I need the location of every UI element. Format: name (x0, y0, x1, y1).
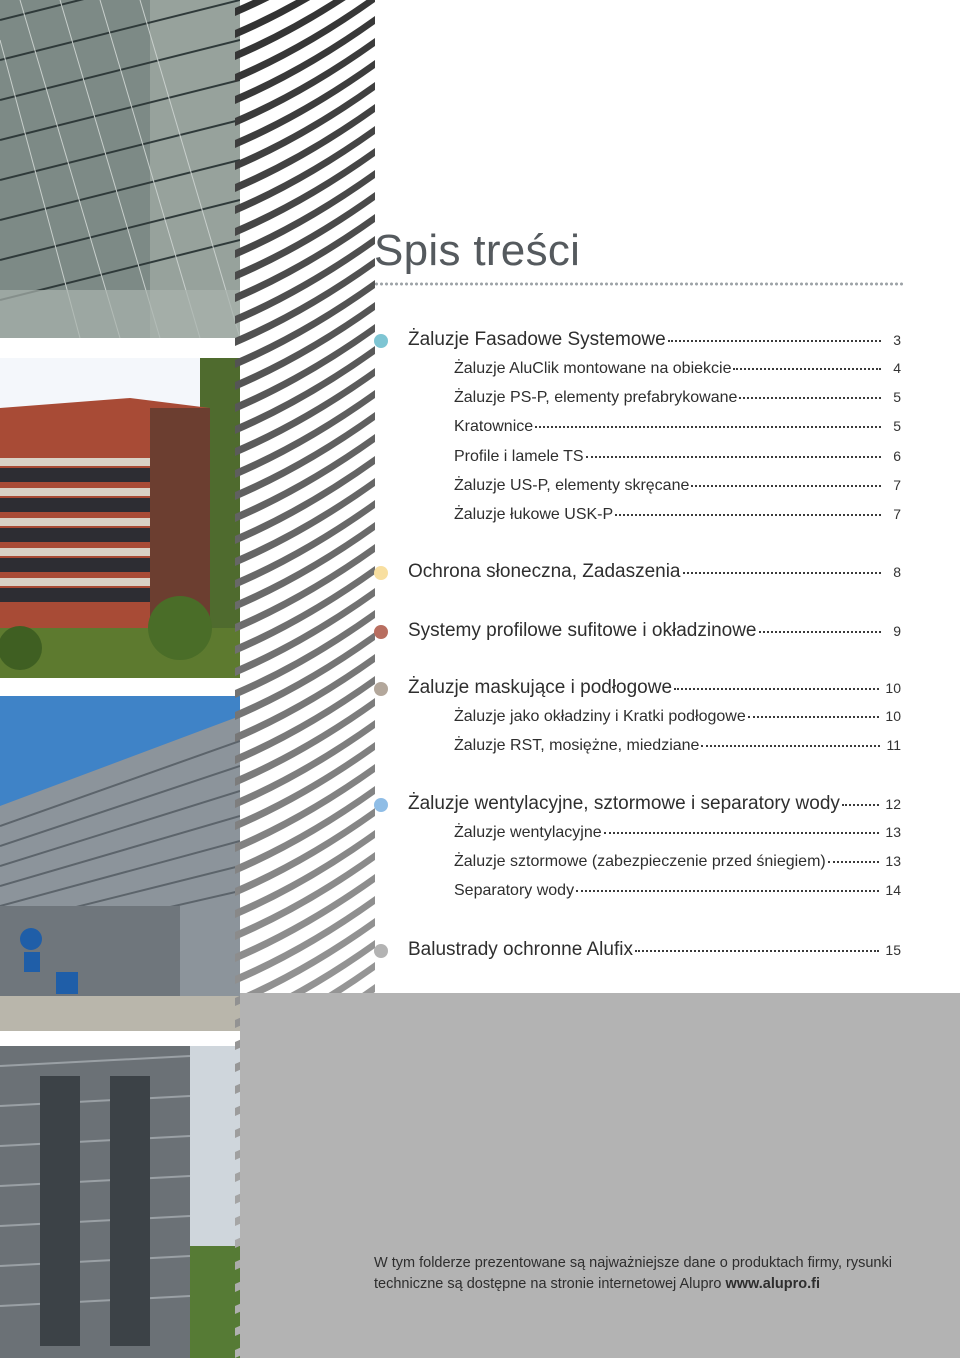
item-title: Separatory wody (454, 882, 575, 900)
page-number: 10 (885, 708, 901, 724)
photo-facade-louvres (0, 0, 240, 338)
toc-item[interactable] (0, 824, 960, 850)
toc-item[interactable] (0, 360, 960, 386)
section-title: Żaluzje Fasadowe Systemowe (408, 329, 666, 350)
item-title: Żaluzje PS-P, elementy prefabrykowane (454, 389, 738, 407)
item-title: Żaluzje sztormowe (zabezpieczenie przed śniegiem) (454, 853, 826, 871)
page-number: 5 (893, 389, 901, 406)
footer-note (374, 1253, 934, 1295)
toc-section[interactable] (0, 329, 960, 355)
item-title: Żaluzje AluClik montowane na obiekcie (454, 360, 732, 377)
dot-leader (586, 456, 881, 458)
toc-item[interactable] (0, 708, 960, 734)
page-number: 10 (885, 680, 901, 696)
toc-item[interactable] (0, 418, 960, 444)
page-number: 11 (886, 737, 901, 754)
toc-item[interactable] (0, 389, 960, 415)
dot-leader (604, 832, 880, 834)
dot-leader (635, 950, 879, 952)
toc-item[interactable] (0, 853, 960, 879)
toc-section[interactable] (0, 677, 960, 703)
item-title: Żaluzje RST, mosiężne, miedziane (454, 737, 700, 755)
section-bullet-icon (374, 798, 388, 812)
page-number: 5 (893, 418, 901, 435)
website-link[interactable]: www.alupro.fi (725, 1276, 820, 1292)
page-number: 9 (893, 623, 901, 639)
page-number: 7 (893, 476, 901, 493)
section-bullet-icon (374, 944, 388, 958)
page-number: 13 (885, 824, 901, 840)
dot-leader (535, 426, 881, 428)
toc-section[interactable] (0, 561, 960, 587)
dot-leader (668, 340, 881, 342)
page-number: 3 (893, 332, 901, 348)
section-bullet-icon (374, 682, 388, 696)
dot-leader (842, 804, 880, 806)
item-title: Profile i lamele TS (454, 447, 584, 465)
item-title: Żaluzje łukowe USK-P (454, 506, 614, 523)
photo-apartment-louvres (0, 1046, 240, 1358)
item-title: Żaluzje US-P, elementy skręcane (454, 476, 690, 494)
toc-section[interactable] (0, 620, 960, 646)
toc-section[interactable] (0, 939, 960, 965)
section-bullet-icon (374, 625, 388, 639)
title-dotted-rule (374, 282, 904, 286)
page-number: 12 (885, 796, 901, 812)
page-number: 15 (885, 942, 901, 958)
toc-item[interactable] (0, 737, 960, 763)
section-title: Żaluzje maskujące i podłogowe (408, 677, 673, 698)
dot-leader (674, 688, 879, 690)
footer-text: W tym folderze prezentowane są najważniejsze dane o produktach firmy, rysunki techniczne są dostępne na stronie internetowej Alupro (374, 1255, 892, 1292)
section-title: Balustrady ochronne Alufix (408, 939, 633, 960)
item-title: Kratownice (454, 418, 534, 436)
page-number: 8 (893, 564, 901, 580)
dot-leader (748, 716, 880, 718)
dot-leader (739, 397, 881, 399)
page-number: 7 (893, 506, 901, 522)
toc-section[interactable] (0, 793, 960, 819)
page-number: 14 (885, 882, 901, 899)
item-title: Żaluzje wentylacyjne (454, 824, 602, 841)
dot-leader (615, 514, 881, 516)
toc-item[interactable] (0, 448, 960, 474)
section-title: Ochrona słoneczna, Zadaszenia (408, 561, 681, 582)
page-title: Spis treści (374, 226, 581, 275)
grey-footer-band (240, 993, 960, 1358)
dot-leader (576, 890, 879, 892)
stripe (235, 0, 375, 82)
toc-item[interactable] (0, 882, 960, 908)
section-bullet-icon (374, 334, 388, 348)
dot-leader (691, 485, 881, 487)
dot-leader (759, 631, 882, 633)
dot-leader (683, 572, 882, 574)
dot-leader (701, 745, 880, 747)
toc-item[interactable] (0, 506, 960, 532)
dot-leader (828, 861, 880, 863)
toc-item[interactable] (0, 477, 960, 503)
section-title: Żaluzje wentylacyjne, sztormowe i separatory wody (408, 793, 840, 814)
dot-leader (733, 368, 881, 370)
page-number: 6 (893, 447, 901, 464)
page-number: 4 (893, 360, 901, 376)
page-number: 13 (885, 853, 901, 870)
section-bullet-icon (374, 566, 388, 580)
item-title: Żaluzje jako okładziny i Kratki podłogowe (454, 708, 746, 725)
section-title: Systemy profilowe sufitowe i okładzinowe (408, 620, 757, 641)
